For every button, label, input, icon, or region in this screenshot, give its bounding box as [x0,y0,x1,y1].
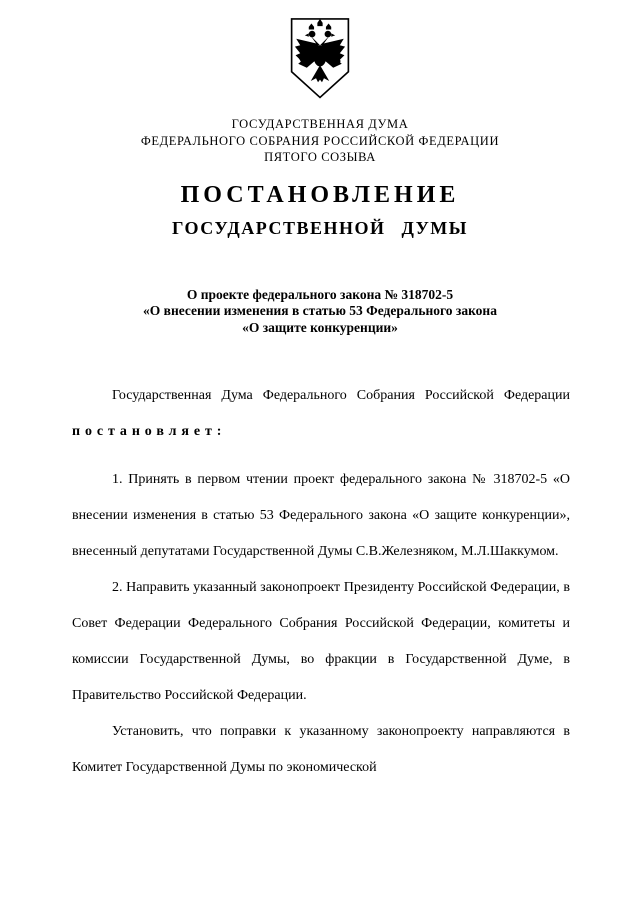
subject-line-1: О проекте федерального закона № 318702-5 [186,286,454,302]
document-body [0,378,640,786]
double-headed-eagle-icon [287,16,353,101]
letterhead-org-name: ГОСУДАРСТВЕННАЯ ДУМА [231,117,409,131]
document-title [0,181,640,239]
resolution-item-1: 1. Принять в первом чтении проект федерального закона № 318702-5 «О внесении изменения в статью 53 Федерального закона «О защите конкуренции», внесенный депутатами Государственной Думы С.В.Железняком, М.Л.Шаккумом. [72,472,570,559]
letterhead [0,116,640,166]
subject-line-3: «О защите конкуренции» [242,319,398,335]
coat-of-arms-emblem [0,0,640,106]
resolution-intro [72,378,570,450]
resolution-decree-verb: постановляет: [72,424,227,439]
letterhead-convocation: ПЯТОГО СОЗЫВА [264,150,376,164]
document-issuer-title: ГОСУДАРСТВЕННОЙ ДУМЫ [172,217,468,238]
resolution-item-3-partial: Установить, что поправки к указанному законопроекту направляются в Комитет Государственной Думы по экономической [72,724,570,775]
resolution-intro-text: Государственная Дума Федерального Собрания Российской Федерации [112,388,570,403]
document-subject [0,287,640,337]
letterhead-org-parent: ФЕДЕРАЛЬНОГО СОБРАНИЯ РОССИЙСКОЙ ФЕДЕРАЦИИ [140,133,500,148]
resolution-item-2: 2. Направить указанный законопроект Президенту Российской Федерации, в Совет Федерации Федерального Собрания Российской Федерации, комитеты и комиссии Государственной Думы, во фракции в Государственной Думе, в Правительство Российской Федерации. [72,580,570,703]
document-type-title: ПОСТАНОВЛЕНИЕ [180,181,460,208]
subject-line-2: «О внесении изменения в статью 53 Федерального закона [143,303,497,318]
